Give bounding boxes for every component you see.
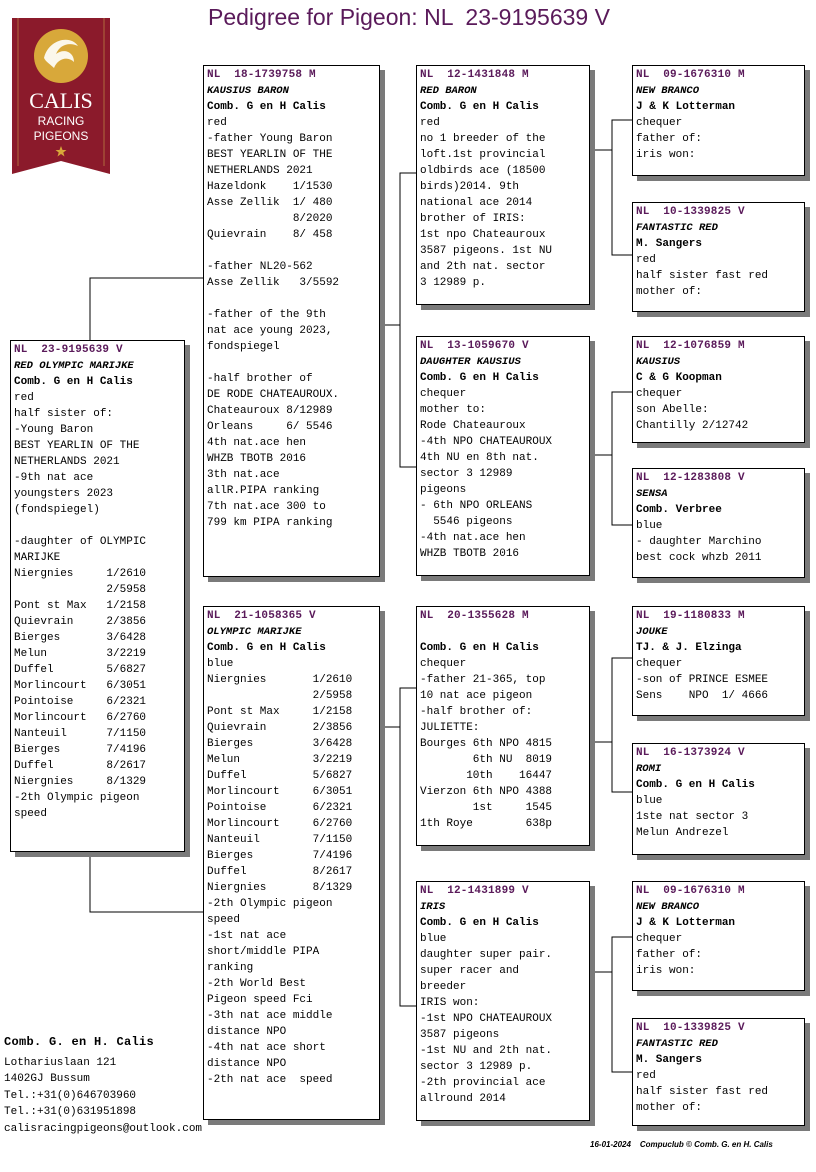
pigeon-card-fm[interactable]	[416, 336, 590, 576]
detail-line: Quievrain 2/3856	[14, 616, 147, 628]
detail-line: -Young Baron	[14, 424, 94, 436]
pigeon-details	[636, 656, 801, 704]
detail-line: -1st NPO CHATEAUROUX	[420, 1013, 553, 1025]
detail-line: Pont st Max 1/2158	[207, 706, 353, 718]
detail-line: Bierges 3/6428	[207, 738, 353, 750]
pigeon-card-mff[interactable]	[632, 606, 805, 716]
detail-line: half sister fast red	[636, 1086, 769, 1098]
detail-line: youngsters 2023	[14, 488, 114, 500]
pigeon-card-mfm[interactable]	[632, 743, 805, 855]
detail-line: -4th NPO CHATEAUROUX	[420, 436, 553, 448]
detail-line	[14, 518, 181, 534]
detail-line: blue	[207, 658, 234, 670]
ring-number: NL 18-1739758 M	[207, 69, 316, 81]
ring-number: NL 12-1431899 V	[420, 885, 529, 897]
detail-line: national ace 2014	[420, 197, 533, 209]
owner: Comb. G en H Calis	[14, 376, 133, 388]
detail-line: Sens NPO 1/ 4666	[636, 690, 769, 702]
detail-line: Orleans 6/ 5546	[207, 421, 333, 433]
detail-line: 3th nat.ace	[207, 469, 280, 481]
detail-line: -father NL20-562	[207, 261, 313, 273]
pigeon-details	[636, 1068, 801, 1116]
detail-line: brother of IRIS:	[420, 213, 526, 225]
detail-line: red	[207, 117, 227, 129]
detail-line: speed	[14, 808, 48, 820]
detail-line: Melun 3/2219	[14, 648, 147, 660]
detail-line: Chateauroux 8/12989	[207, 405, 333, 417]
detail-line: son Abelle:	[636, 404, 709, 416]
detail-line: Duffel 8/2617	[207, 866, 353, 878]
detail-line: daughter super pair.	[420, 949, 553, 961]
detail-line: Pont st Max 1/2158	[14, 600, 147, 612]
logo-text-calis: CALIS	[29, 88, 93, 113]
detail-line: chequer	[636, 933, 683, 945]
owner: Comb. Verbree	[636, 504, 722, 516]
detail-line: WHZB TBOTB 2016	[420, 548, 520, 560]
logo-text-racing: RACING	[37, 114, 85, 128]
contact-phone-2: Tel.:+31(0)631951898	[4, 1106, 137, 1118]
detail-line: -1st nat ace	[207, 930, 287, 942]
owner: Comb. G en H Calis	[420, 372, 539, 384]
detail-line: red	[420, 117, 440, 129]
detail-line: loft.1st provincial	[420, 149, 546, 161]
ring-number: NL 10-1339825 V	[636, 206, 745, 218]
owner: J & K Lotterman	[636, 101, 736, 113]
owner: Comb. G en H Calis	[420, 917, 539, 929]
detail-line: breeder	[420, 981, 467, 993]
owner: M. Sangers	[636, 1054, 703, 1066]
detail-line: 8/2020	[207, 213, 333, 225]
footer-credit: 16-01-2024 Compuclub © Comb. G. en H. Calis	[590, 1140, 773, 1149]
detail-line: Asse Zellik 1/ 480	[207, 197, 333, 209]
owner: M. Sangers	[636, 238, 703, 250]
detail-line: Duffel 8/2617	[14, 760, 147, 772]
detail-line: -4th nat ace short	[207, 1042, 326, 1054]
detail-line: JULIETTE:	[420, 722, 480, 734]
pigeon-name: NEW BRANCO	[636, 85, 700, 97]
pigeon-card-fmf[interactable]	[632, 336, 805, 443]
detail-line: fondspiegel	[207, 341, 280, 353]
ring-number: NL 12-1283808 V	[636, 472, 745, 484]
pigeon-name: NEW BRANCO	[636, 901, 700, 913]
detail-line: -2th nat ace speed	[207, 1074, 333, 1086]
detail-line: iris won:	[636, 149, 696, 161]
detail-line: father of:	[636, 133, 703, 145]
detail-line: Morlincourt 6/2760	[14, 712, 147, 724]
detail-line: chequer	[636, 117, 683, 129]
logo-text-pigeons: PIGEONS	[33, 129, 89, 143]
detail-line: Niergnies 1/2610	[14, 568, 147, 580]
pigeon-card-mf[interactable]	[416, 606, 590, 846]
detail-line: blue	[420, 933, 447, 945]
detail-line: blue	[636, 520, 663, 532]
ring-number: NL 10-1339825 V	[636, 1022, 745, 1034]
pigeon-name: DAUGHTER KAUSIUS	[420, 356, 521, 368]
detail-line: Bourges 6th NPO 4815	[420, 738, 553, 750]
ring-number: NL 12-1431848 M	[420, 69, 529, 81]
detail-line: Morlincourt 6/3051	[14, 680, 147, 692]
detail-line: speed	[207, 914, 241, 926]
pigeon-details	[636, 386, 801, 434]
detail-line: Niergnies 1/2610	[207, 674, 353, 686]
detail-line: nat ace young 2023,	[207, 325, 333, 337]
pigeon-card-mother[interactable]	[203, 606, 380, 1120]
contact-phone-1: Tel.:+31(0)646703960	[4, 1089, 137, 1102]
detail-line: NETHERLANDS 2021	[14, 456, 120, 468]
detail-line: iris won:	[636, 965, 696, 977]
detail-line: NETHERLANDS 2021	[207, 165, 313, 177]
detail-line: 2/5958	[207, 690, 353, 702]
detail-line: ranking	[207, 962, 254, 974]
detail-line: Vierzon 6th NPO 4388	[420, 786, 553, 798]
detail-line: 4th NU en 8th nat.	[420, 452, 539, 464]
owner: Comb. G en H Calis	[420, 642, 539, 654]
detail-line: red	[636, 1070, 656, 1082]
contact-address	[4, 1034, 202, 1137]
detail-line: -daughter of OLYMPIC	[14, 536, 147, 548]
detail-line: 10 nat ace pigeon	[420, 690, 533, 702]
detail-line: Nanteuil 7/1150	[207, 834, 353, 846]
ring-number: NL 20-1355628 M	[420, 610, 529, 622]
detail-line: -1st NU and 2th nat.	[420, 1045, 553, 1057]
detail-line: 10th 16447	[420, 770, 553, 782]
detail-line: chequer	[636, 658, 683, 670]
pigeon-details	[420, 386, 586, 562]
detail-line: WHZB TBOTB 2016	[207, 453, 307, 465]
detail-line: red	[636, 254, 656, 266]
detail-line: 1th Roye 638p	[420, 818, 553, 830]
contact-email[interactable]: calisracingpigeons@outlook.com	[4, 1122, 203, 1135]
detail-line: no 1 breeder of the	[420, 133, 546, 145]
owner: Comb. G en H Calis	[636, 779, 755, 791]
detail-line: -son of PRINCE ESMEE	[636, 674, 769, 686]
detail-line: distance NPO	[207, 1058, 287, 1070]
pigeon-details	[636, 115, 801, 163]
detail-line	[207, 291, 376, 307]
owner: TJ. & J. Elzinga	[636, 642, 742, 654]
detail-line: Morlincourt 6/3051	[207, 786, 353, 798]
detail-line: Melun 3/2219	[207, 754, 353, 766]
detail-line: Pointoise 6/2321	[207, 802, 353, 814]
detail-line: Niergnies 8/1329	[14, 776, 147, 788]
detail-line: allR.PIPA ranking	[207, 485, 320, 497]
detail-line: IRIS won:	[420, 997, 480, 1009]
detail-line: (fondspiegel)	[14, 504, 100, 516]
detail-line: 2/5958	[14, 584, 147, 596]
pigeon-details	[636, 518, 801, 566]
owner: Comb. G en H Calis	[207, 642, 326, 654]
detail-line: Chantilly 2/12742	[636, 420, 749, 432]
pigeon-card-fff[interactable]	[632, 65, 805, 176]
detail-line: BEST YEARLIN OF THE	[207, 149, 333, 161]
detail-line: mother to:	[420, 404, 487, 416]
pigeon-name: JOUKE	[636, 626, 668, 638]
detail-line: -half brother of	[207, 373, 313, 385]
detail-line: 6th NU 8019	[420, 754, 553, 766]
pigeon-name: SENSA	[636, 488, 668, 500]
detail-line: -2th Olympic pigeon	[14, 792, 140, 804]
ring-number: NL 23-9195639 V	[14, 344, 123, 356]
detail-line: - 6th NPO ORLEANS	[420, 500, 533, 512]
detail-line: half sister of:	[14, 408, 114, 420]
detail-line: -half brother of:	[420, 706, 533, 718]
detail-line: chequer	[420, 658, 467, 670]
detail-line: father of:	[636, 949, 703, 961]
ring-number: NL 09-1676310 M	[636, 885, 745, 897]
detail-line: Duffel 5/6827	[207, 770, 353, 782]
pigeon-card-ff[interactable]	[416, 65, 590, 305]
owner: Comb. G en H Calis	[207, 101, 326, 113]
owner: C & G Koopman	[636, 372, 722, 384]
pigeon-name: RED BARON	[420, 85, 477, 97]
pigeon-details	[420, 931, 586, 1107]
detail-line: BEST YEARLIN OF THE	[14, 440, 140, 452]
detail-line: 7th nat.ace 300 to	[207, 501, 326, 513]
detail-line: chequer	[420, 388, 467, 400]
detail-line: chequer	[636, 388, 683, 400]
detail-line: -2th World Best	[207, 978, 307, 990]
detail-line: 1ste nat sector 3	[636, 811, 749, 823]
detail-line: 1st npo Chateauroux	[420, 229, 546, 241]
page-title: Pedigree for Pigeon: NL 23-9195639 V	[208, 4, 610, 30]
pigeon-card-mm[interactable]	[416, 881, 590, 1121]
detail-line: 3 12989 p.	[420, 277, 487, 289]
detail-line: sector 3 12989	[420, 468, 513, 480]
detail-line: -9th nat ace	[14, 472, 94, 484]
detail-line: Quievrain 8/ 458	[207, 229, 333, 241]
pigeon-card-ffm[interactable]	[632, 202, 805, 312]
pigeon-details	[420, 115, 586, 291]
detail-line: sector 3 12989 p.	[420, 1061, 533, 1073]
detail-line: super racer and	[420, 965, 520, 977]
detail-line: birds)2014. 9th	[420, 181, 520, 193]
detail-line: oldbirds ace (18500	[420, 165, 546, 177]
pigeon-name	[420, 624, 586, 640]
detail-line: short/middle PIPA	[207, 946, 320, 958]
detail-line: mother of:	[636, 286, 703, 298]
owner: Comb. G en H Calis	[420, 101, 539, 113]
ring-number: NL 12-1076859 M	[636, 340, 745, 352]
owner: J & K Lotterman	[636, 917, 736, 929]
pigeon-card-mmf[interactable]	[632, 881, 805, 991]
pigeon-name: FANTASTIC RED	[636, 222, 718, 234]
detail-line: -3th nat ace middle	[207, 1010, 333, 1022]
contact-name: Comb. G. en H. Calis	[4, 1035, 155, 1049]
ring-number: NL 21-1058365 V	[207, 610, 316, 622]
pigeon-details	[636, 931, 801, 979]
detail-line: -2th provincial ace	[420, 1077, 546, 1089]
contact-street: Lothariuslaan 121	[4, 1056, 117, 1069]
contact-city: 1402GJ Bussum	[4, 1073, 90, 1085]
detail-line: Morlincourt 6/2760	[207, 818, 353, 830]
detail-line: Bierges 3/6428	[14, 632, 147, 644]
detail-line: - daughter Marchino	[636, 536, 762, 548]
detail-line	[207, 355, 376, 371]
detail-line: Rode Chateauroux	[420, 420, 526, 432]
pigeon-details	[636, 252, 801, 300]
detail-line: MARIJKE	[14, 552, 61, 564]
detail-line: Bierges 7/4196	[14, 744, 147, 756]
detail-line: half sister fast red	[636, 270, 769, 282]
detail-line	[207, 243, 376, 259]
ring-number: NL 16-1373924 V	[636, 747, 745, 759]
pigeon-name: ROMI	[636, 763, 662, 775]
detail-line: 5546 pigeons	[420, 516, 513, 528]
detail-line: DE RODE CHATEAUROUX.	[207, 389, 340, 401]
pigeon-name: KAUSIUS	[636, 356, 681, 368]
pigeon-card-subject[interactable]	[10, 340, 185, 852]
detail-line: and 2th nat. sector	[420, 261, 546, 273]
detail-line: blue	[636, 795, 663, 807]
detail-line: mother of:	[636, 1102, 703, 1114]
pigeon-name: OLYMPIC MARIJKE	[207, 626, 302, 638]
pigeon-name: RED OLYMPIC MARIJKE	[14, 360, 134, 372]
pigeon-name: IRIS	[420, 901, 446, 913]
detail-line: 3587 pigeons. 1st NU	[420, 245, 553, 257]
detail-line: Bierges 7/4196	[207, 850, 353, 862]
detail-line: Melun Andrezel	[636, 827, 729, 839]
detail-line: 1st 1545	[420, 802, 553, 814]
detail-line: -father Young Baron	[207, 133, 333, 145]
pigeon-card-fmm[interactable]	[632, 468, 805, 578]
pigeon-details	[207, 115, 376, 531]
pigeon-card-mmm[interactable]	[632, 1018, 805, 1126]
detail-line: -2th Olympic pigeon	[207, 898, 333, 910]
detail-line: 4th nat.ace hen	[207, 437, 307, 449]
detail-line: 799 km PIPA ranking	[207, 517, 333, 529]
detail-line: Nanteuil 7/1150	[14, 728, 147, 740]
pigeon-name: KAUSIUS BARON	[207, 85, 289, 97]
detail-line: pigeons	[420, 484, 467, 496]
detail-line: allround 2014	[420, 1093, 506, 1105]
pigeon-name: FANTASTIC RED	[636, 1038, 718, 1050]
detail-line: Pointoise 6/2321	[14, 696, 147, 708]
pigeon-details	[636, 793, 801, 841]
pigeon-details	[207, 656, 376, 1088]
detail-line: -father 21-365, top	[420, 674, 546, 686]
ring-number: NL 13-1059670 V	[420, 340, 529, 352]
ring-number: NL 09-1676310 M	[636, 69, 745, 81]
detail-line: -4th nat.ace hen	[420, 532, 526, 544]
detail-line: best cock whzb 2011	[636, 552, 762, 564]
detail-line: Pigeon speed Fci	[207, 994, 313, 1006]
detail-line: Quievrain 2/3856	[207, 722, 353, 734]
detail-line: Asse Zellik 3/5592	[207, 277, 340, 289]
pigeon-details	[14, 390, 181, 822]
ring-number: NL 19-1180833 M	[636, 610, 745, 622]
detail-line: 3587 pigeons	[420, 1029, 500, 1041]
detail-line: Hazeldonk 1/1530	[207, 181, 333, 193]
pigeon-details	[420, 656, 586, 832]
detail-line: -father of the 9th	[207, 309, 326, 321]
detail-line: distance NPO	[207, 1026, 287, 1038]
detail-line: red	[14, 392, 34, 404]
pigeon-card-father[interactable]	[203, 65, 380, 577]
detail-line: Niergnies 8/1329	[207, 882, 353, 894]
detail-line: Duffel 5/6827	[14, 664, 147, 676]
